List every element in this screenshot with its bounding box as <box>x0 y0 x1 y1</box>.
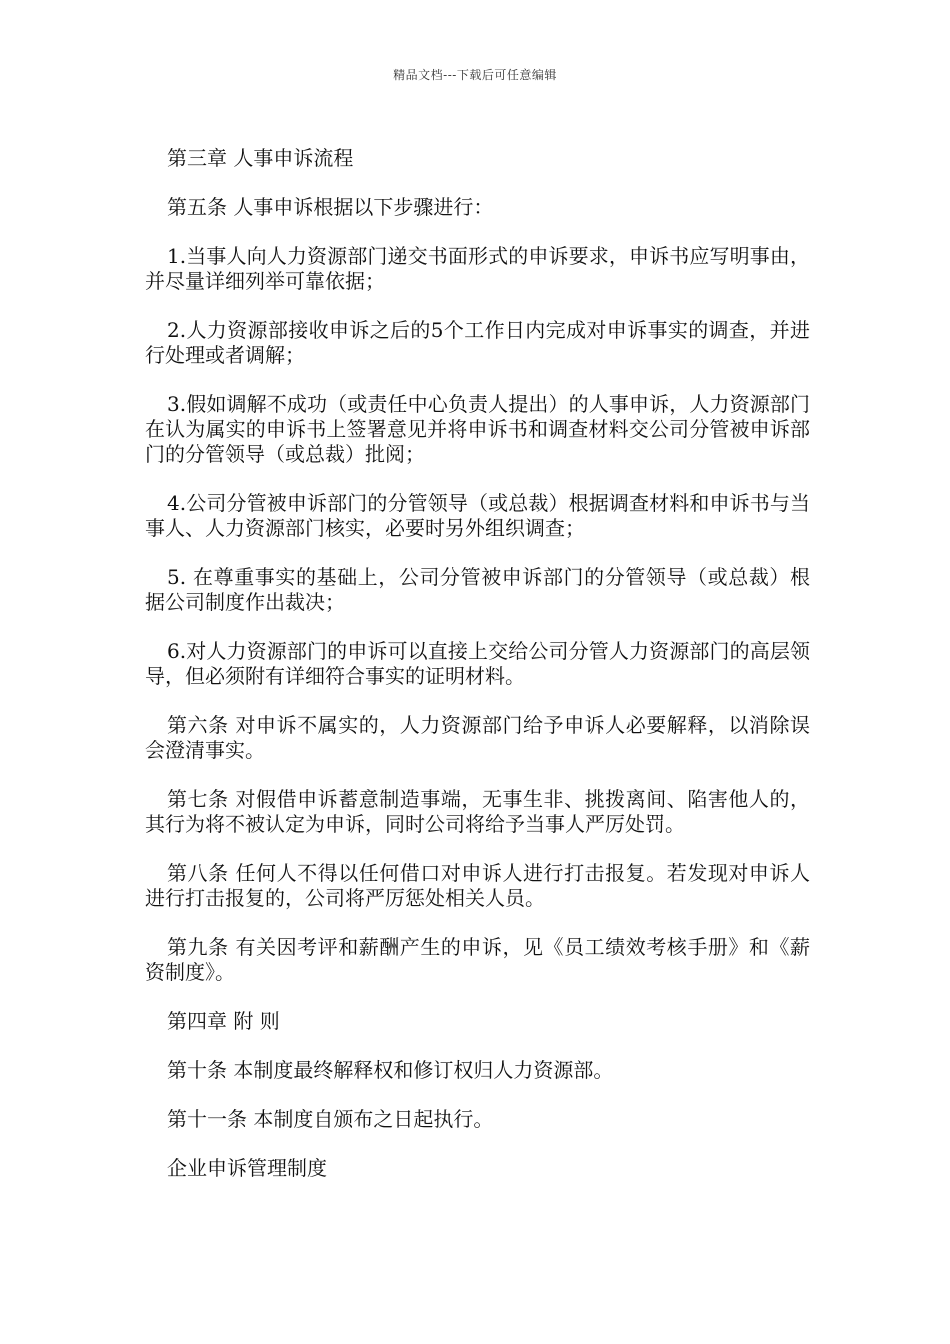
page-header: 精品文档---下载后可任意编辑 <box>393 68 557 82</box>
article-nine: 第九条 有关因考评和薪酬产生的申诉，见《员工绩效考核手册》和《薪资制度》。 <box>145 935 810 984</box>
article-ten: 第十条 本制度最终解释权和修订权归人力资源部。 <box>167 1058 614 1082</box>
chapter-three-heading: 第三章 人事申诉流程 <box>167 146 354 170</box>
step-4: 4.公司分管被申诉部门的分管领导（或总裁）根据调查材料和申诉书与当事人、人力资源部门核实，必要时另外组织调查； <box>145 491 810 540</box>
article-eight: 第八条 任何人不得以任何借口对申诉人进行打击报复。若发现对申诉人进行打击报复的，公司将严厉惩处相关人员。 <box>145 861 810 910</box>
step-2: 2.人力资源部接收申诉之后的5个工作日内完成对申诉事实的调查，并进行处理或者调解； <box>145 318 810 367</box>
step-5: 5. 在尊重事实的基础上，公司分管被申诉部门的分管领导（或总裁）根据公司制度作出裁决； <box>145 565 810 614</box>
article-eleven: 第十一条 本制度自颁布之日起执行。 <box>167 1107 494 1131</box>
document-title: 企业申诉管理制度 <box>167 1156 327 1180</box>
document-body <box>145 146 810 1205</box>
step-1: 1.当事人向人力资源部门递交书面形式的申诉要求，申诉书应写明事由，并尽量详细列举可靠依据； <box>145 244 810 293</box>
article-six: 第六条 对申诉不属实的，人力资源部门给予申诉人必要解释，以消除误会澄清事实。 <box>145 713 810 762</box>
chapter-four-heading: 第四章 附 则 <box>167 1009 280 1033</box>
step-3: 3.假如调解不成功（或责任中心负责人提出）的人事申诉，人力资源部门在认为属实的申诉书上签署意见并将申诉书和调查材料交公司分管被申诉部门的分管领导（或总裁）批阅； <box>145 392 810 466</box>
article-seven: 第七条 对假借申诉蓄意制造事端，无事生非、挑拨离间、陷害他人的，其行为将不被认定为申诉，同时公司将给予当事人严厉处罚。 <box>145 787 810 836</box>
article-five: 第五条 人事申诉根据以下步骤进行： <box>167 195 494 219</box>
step-6: 6.对人力资源部门的申诉可以直接上交给公司分管人力资源部门的高层领导，但必须附有详细符合事实的证明材料。 <box>145 639 810 688</box>
